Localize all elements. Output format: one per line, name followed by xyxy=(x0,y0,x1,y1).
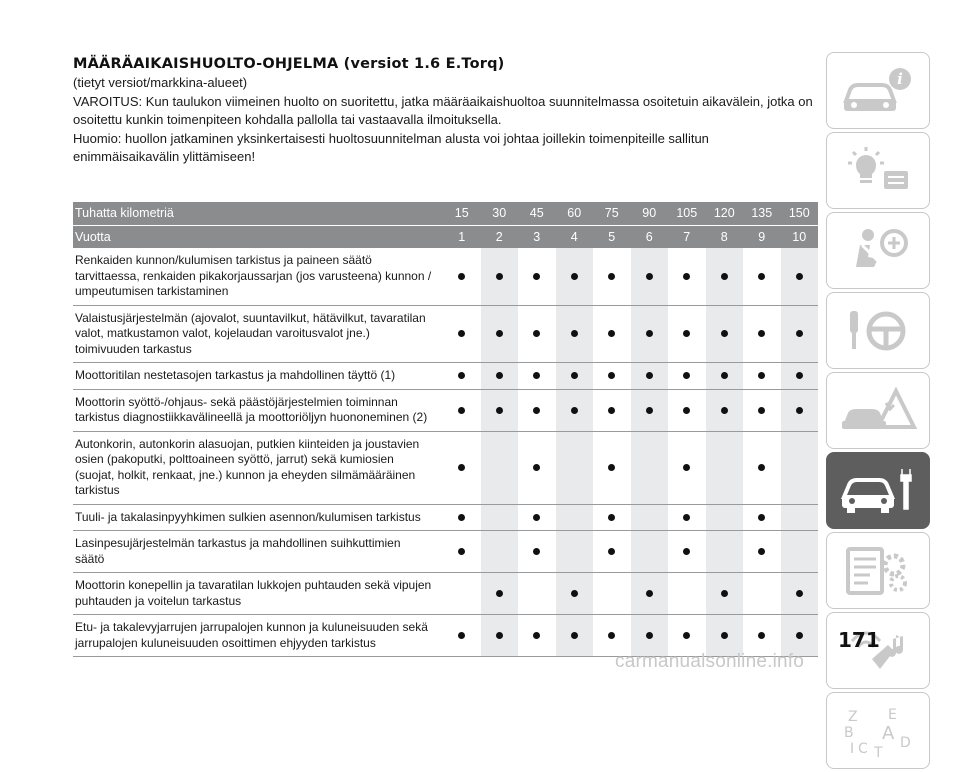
schedule-cell xyxy=(781,431,819,504)
schedule-cell xyxy=(781,305,819,363)
index-letter: C xyxy=(858,740,868,757)
service-dot-icon xyxy=(608,514,615,521)
years-header-cell: 2 xyxy=(481,225,519,248)
schedule-cell xyxy=(518,431,556,504)
service-dot-icon xyxy=(533,407,540,414)
car-accident-icon xyxy=(838,383,918,439)
service-dot-icon xyxy=(608,548,615,555)
service-dot-icon xyxy=(758,632,765,639)
years-header-row xyxy=(73,225,818,248)
service-dot-icon xyxy=(758,407,765,414)
service-dot-icon xyxy=(646,273,653,280)
schedule-cell xyxy=(631,504,669,531)
km-header-cell: 120 xyxy=(706,202,744,225)
years-header-cell: 1 xyxy=(443,225,481,248)
index-letter: D xyxy=(900,734,911,751)
years-header-cell: 7 xyxy=(668,225,706,248)
service-dot-icon xyxy=(496,372,503,379)
years-header-cell: 3 xyxy=(518,225,556,248)
table-row xyxy=(73,573,818,615)
service-dot-icon xyxy=(646,330,653,337)
service-dot-icon xyxy=(608,464,615,471)
service-dot-icon xyxy=(496,407,503,414)
km-header-cell: 150 xyxy=(781,202,819,225)
service-dot-icon xyxy=(458,372,465,379)
table-row xyxy=(73,363,818,390)
tab-vehicle-info[interactable] xyxy=(826,52,930,129)
schedule-cell xyxy=(518,305,556,363)
table-row xyxy=(73,431,818,504)
warning-lights-icon xyxy=(838,143,918,199)
schedule-cell xyxy=(743,305,781,363)
service-dot-icon xyxy=(721,407,728,414)
schedule-cell xyxy=(743,531,781,573)
service-dot-icon xyxy=(608,372,615,379)
schedule-cell xyxy=(443,305,481,363)
schedule-cell xyxy=(668,573,706,615)
schedule-cell xyxy=(518,389,556,431)
tab-warning-lights[interactable] xyxy=(826,132,930,209)
schedule-cell xyxy=(481,531,519,573)
schedule-cell xyxy=(743,363,781,390)
schedule-cell xyxy=(631,431,669,504)
service-dot-icon xyxy=(721,632,728,639)
schedule-cell xyxy=(781,389,819,431)
schedule-cell xyxy=(706,431,744,504)
service-dot-icon xyxy=(533,372,540,379)
service-dot-icon xyxy=(721,590,728,597)
schedule-cell xyxy=(518,573,556,615)
service-dot-icon xyxy=(683,464,690,471)
schedule-cell xyxy=(781,248,819,305)
schedule-cell xyxy=(743,248,781,305)
alphabet-index-icon xyxy=(838,703,918,759)
page-subtitle: (tietyt versiot/markkina-alueet) xyxy=(73,75,248,90)
service-dot-icon xyxy=(496,330,503,337)
schedule-cell xyxy=(593,431,631,504)
tab-safety[interactable] xyxy=(826,212,930,289)
schedule-cell xyxy=(481,573,519,615)
service-dot-icon xyxy=(758,514,765,521)
schedule-cell xyxy=(781,504,819,531)
schedule-cell xyxy=(481,431,519,504)
service-dot-icon xyxy=(458,273,465,280)
schedule-cell xyxy=(518,615,556,657)
schedule-cell xyxy=(593,504,631,531)
schedule-cell xyxy=(518,363,556,390)
service-dot-icon xyxy=(533,514,540,521)
schedule-cell xyxy=(781,573,819,615)
service-dot-icon xyxy=(758,273,765,280)
schedule-cell xyxy=(481,305,519,363)
schedule-cell xyxy=(443,389,481,431)
warning-text: VAROITUS: Kun taulukon viimeinen huolto on suoritettu, jatka määräaikaishuoltoa suunnitelmassa osoitetuin aikavälein, jotka on osoitettu kunkin toimenpiteen kohdalla pallolla tai vastaavalla ilmoituksella. xyxy=(73,93,813,127)
service-dot-icon xyxy=(533,548,540,555)
schedule-cell xyxy=(556,573,594,615)
service-dot-icon xyxy=(496,273,503,280)
schedule-cell xyxy=(593,363,631,390)
schedule-cell xyxy=(518,531,556,573)
schedule-cell xyxy=(668,431,706,504)
service-dot-icon xyxy=(458,632,465,639)
km-header-cell: 30 xyxy=(481,202,519,225)
km-header-cell: 45 xyxy=(518,202,556,225)
car-wrench-icon xyxy=(838,463,918,519)
schedule-cell xyxy=(706,305,744,363)
km-header-cell: 90 xyxy=(631,202,669,225)
years-header-cell: 6 xyxy=(631,225,669,248)
service-dot-icon xyxy=(796,407,803,414)
service-dot-icon xyxy=(608,330,615,337)
seat-airbag-icon xyxy=(838,223,918,279)
schedule-cell xyxy=(631,573,669,615)
schedule-cell xyxy=(743,431,781,504)
service-dot-icon xyxy=(758,372,765,379)
service-dot-icon xyxy=(683,548,690,555)
schedule-cell xyxy=(556,248,594,305)
svg-text:i: i xyxy=(897,69,903,88)
years-header-cell: 5 xyxy=(593,225,631,248)
schedule-cell xyxy=(593,305,631,363)
schedule-cell xyxy=(443,431,481,504)
schedule-cell xyxy=(593,389,631,431)
schedule-cell xyxy=(706,573,744,615)
schedule-cell xyxy=(781,363,819,390)
task-description: Autonkorin, autonkorin alasuojan, putkien kiinteiden ja joustavien osien (pakoputki, polttoaineen syöttö, jarrut) sekä kumiosien (suojat, holkit, renkaat, jne.) kunnon ja eheyden silmämääräinen tarkistus xyxy=(73,431,443,504)
schedule-cell xyxy=(556,431,594,504)
schedule-cell xyxy=(631,363,669,390)
schedule-cell xyxy=(481,389,519,431)
task-description: Tuuli- ja takalasinpyyhkimen sulkien asennon/kulumisen tarkistus xyxy=(73,504,443,531)
task-description: Renkaiden kunnon/kulumisen tarkistus ja paineen säätö tarvittaessa, renkaiden pikakorjaussarjan (jos varusteena) kunnon / umpeutumisen tarkistaminen xyxy=(73,248,443,305)
schedule-cell xyxy=(443,615,481,657)
chapter-sidebar xyxy=(826,52,930,772)
watermark: carmanualsonline.info xyxy=(615,651,805,672)
service-dot-icon xyxy=(533,632,540,639)
schedule-cell xyxy=(518,504,556,531)
service-dot-icon xyxy=(683,372,690,379)
service-dot-icon xyxy=(758,464,765,471)
table-row xyxy=(73,305,818,363)
schedule-cell xyxy=(631,389,669,431)
tab-emergency[interactable] xyxy=(826,372,930,449)
schedule-cell xyxy=(668,305,706,363)
service-dot-icon xyxy=(646,372,653,379)
km-header-cell: 15 xyxy=(443,202,481,225)
schedule-cell xyxy=(443,363,481,390)
service-dot-icon xyxy=(646,632,653,639)
service-dot-icon xyxy=(571,632,578,639)
service-dot-icon xyxy=(571,273,578,280)
table-row xyxy=(73,531,818,573)
km-header-cell: 60 xyxy=(556,202,594,225)
index-letter: I xyxy=(850,740,855,757)
km-header-row xyxy=(73,202,818,225)
service-dot-icon xyxy=(458,330,465,337)
maintenance-schedule-table xyxy=(73,202,818,657)
service-dot-icon xyxy=(608,632,615,639)
service-dot-icon xyxy=(796,590,803,597)
index-letter: B xyxy=(844,724,854,741)
schedule-cell xyxy=(556,389,594,431)
page-number: 171 xyxy=(838,628,880,652)
page-title: MÄÄRÄAIKAISHUOLTO-OHJELMA (versiot 1.6 E.Torq) xyxy=(73,56,505,72)
service-dot-icon xyxy=(608,273,615,280)
service-dot-icon xyxy=(646,590,653,597)
service-dot-icon xyxy=(646,407,653,414)
service-dot-icon xyxy=(758,330,765,337)
table-row xyxy=(73,389,818,431)
service-dot-icon xyxy=(683,632,690,639)
service-dot-icon xyxy=(458,548,465,555)
note-text: Huomio: huollon jatkaminen yksinkertaisesti huoltosuunnitelman alusta voi johtaa joillekin toimenpiteille sallitun enimmäisaikavälin ylittämiseen! xyxy=(73,130,709,164)
schedule-cell xyxy=(668,389,706,431)
tab-index[interactable] xyxy=(826,692,930,769)
schedule-cell xyxy=(631,531,669,573)
schedule-cell xyxy=(556,615,594,657)
service-dot-icon xyxy=(758,548,765,555)
schedule-cell xyxy=(481,363,519,390)
spec-sheet-gears-icon xyxy=(838,543,918,599)
service-dot-icon xyxy=(683,407,690,414)
service-dot-icon xyxy=(533,273,540,280)
schedule-cell xyxy=(631,305,669,363)
service-dot-icon xyxy=(721,372,728,379)
index-letter: T xyxy=(874,744,883,761)
schedule-cell xyxy=(593,248,631,305)
service-dot-icon xyxy=(796,372,803,379)
service-dot-icon xyxy=(796,632,803,639)
service-dot-icon xyxy=(571,372,578,379)
service-dot-icon xyxy=(683,330,690,337)
schedule-cell xyxy=(556,305,594,363)
service-dot-icon xyxy=(458,514,465,521)
schedule-cell xyxy=(443,248,481,305)
service-dot-icon xyxy=(571,590,578,597)
km-header-cell: 75 xyxy=(593,202,631,225)
task-description: Valaistusjärjestelmän (ajovalot, suuntavilkut, hätävilkut, tavaratilan valot, matkustamon valot, kojelaudan varoitusvalot jne.) toimivuuden tarkastus xyxy=(73,305,443,363)
schedule-cell xyxy=(556,363,594,390)
tab-maintenance[interactable] xyxy=(826,452,930,529)
schedule-cell xyxy=(668,504,706,531)
task-description: Moottorin syöttö-/ohjaus- sekä päästöjärjestelmien toiminnan tarkistus diagnostiikkavälineellä ja moottoriöljyn huononeminen (2) xyxy=(73,389,443,431)
index-letter: Z xyxy=(848,708,858,725)
schedule-cell xyxy=(593,531,631,573)
schedule-cell xyxy=(706,248,744,305)
schedule-cell xyxy=(443,531,481,573)
tab-starting-driving[interactable] xyxy=(826,292,930,369)
schedule-cell xyxy=(631,248,669,305)
index-letter: A xyxy=(882,722,895,744)
car-info-icon xyxy=(838,63,918,119)
schedule-cell xyxy=(593,573,631,615)
task-description: Moottoritilan nestetasojen tarkastus ja mahdollinen täyttö (1) xyxy=(73,363,443,390)
schedule-cell xyxy=(706,389,744,431)
km-header-label: Tuhatta kilometriä xyxy=(73,202,443,225)
schedule-cell xyxy=(668,248,706,305)
table-row xyxy=(73,248,818,305)
service-dot-icon xyxy=(721,330,728,337)
service-dot-icon xyxy=(533,464,540,471)
years-header-label: Vuotta xyxy=(73,225,443,248)
task-description: Lasinpesujärjestelmän tarkastus ja mahdollinen suihkuttimien säätö xyxy=(73,531,443,573)
schedule-cell xyxy=(668,531,706,573)
schedule-cell xyxy=(481,615,519,657)
schedule-cell xyxy=(743,389,781,431)
schedule-cell xyxy=(556,531,594,573)
service-dot-icon xyxy=(458,464,465,471)
years-header-cell: 9 xyxy=(743,225,781,248)
schedule-cell xyxy=(743,573,781,615)
service-dot-icon xyxy=(608,407,615,414)
task-description: Etu- ja takalevyjarrujen jarrupalojen kunnon ja kuluneisuuden sekä jarrupalojen kuluneisuuden osoittimen ehjyyden tarkistus xyxy=(73,615,443,657)
years-header-cell: 10 xyxy=(781,225,819,248)
service-dot-icon xyxy=(721,273,728,280)
schedule-cell xyxy=(706,531,744,573)
service-dot-icon xyxy=(571,330,578,337)
service-dot-icon xyxy=(533,330,540,337)
schedule-cell xyxy=(668,363,706,390)
table-row xyxy=(73,504,818,531)
schedule-cell xyxy=(518,248,556,305)
service-dot-icon xyxy=(683,273,690,280)
schedule-cell xyxy=(706,504,744,531)
service-dot-icon xyxy=(496,590,503,597)
km-header-cell: 105 xyxy=(668,202,706,225)
schedule-cell xyxy=(443,504,481,531)
tab-technical-data[interactable] xyxy=(826,532,930,609)
schedule-cell xyxy=(443,573,481,615)
schedule-cell xyxy=(743,504,781,531)
schedule-cell xyxy=(706,363,744,390)
index-letter: E xyxy=(888,706,897,723)
service-dot-icon xyxy=(796,273,803,280)
intro-section xyxy=(73,54,818,167)
service-dot-icon xyxy=(458,407,465,414)
schedule-cell xyxy=(481,248,519,305)
schedule-cell xyxy=(481,504,519,531)
service-dot-icon xyxy=(796,330,803,337)
schedule-cell xyxy=(781,531,819,573)
task-description: Moottorin konepellin ja tavaratilan lukkojen puhtauden sekä vipujen puhtauden ja voitelun tarkastus xyxy=(73,573,443,615)
years-header-cell: 4 xyxy=(556,225,594,248)
schedule-cell xyxy=(556,504,594,531)
service-dot-icon xyxy=(496,632,503,639)
km-header-cell: 135 xyxy=(743,202,781,225)
years-header-cell: 8 xyxy=(706,225,744,248)
key-steering-wheel-icon xyxy=(838,303,918,359)
service-dot-icon xyxy=(683,514,690,521)
service-dot-icon xyxy=(571,407,578,414)
